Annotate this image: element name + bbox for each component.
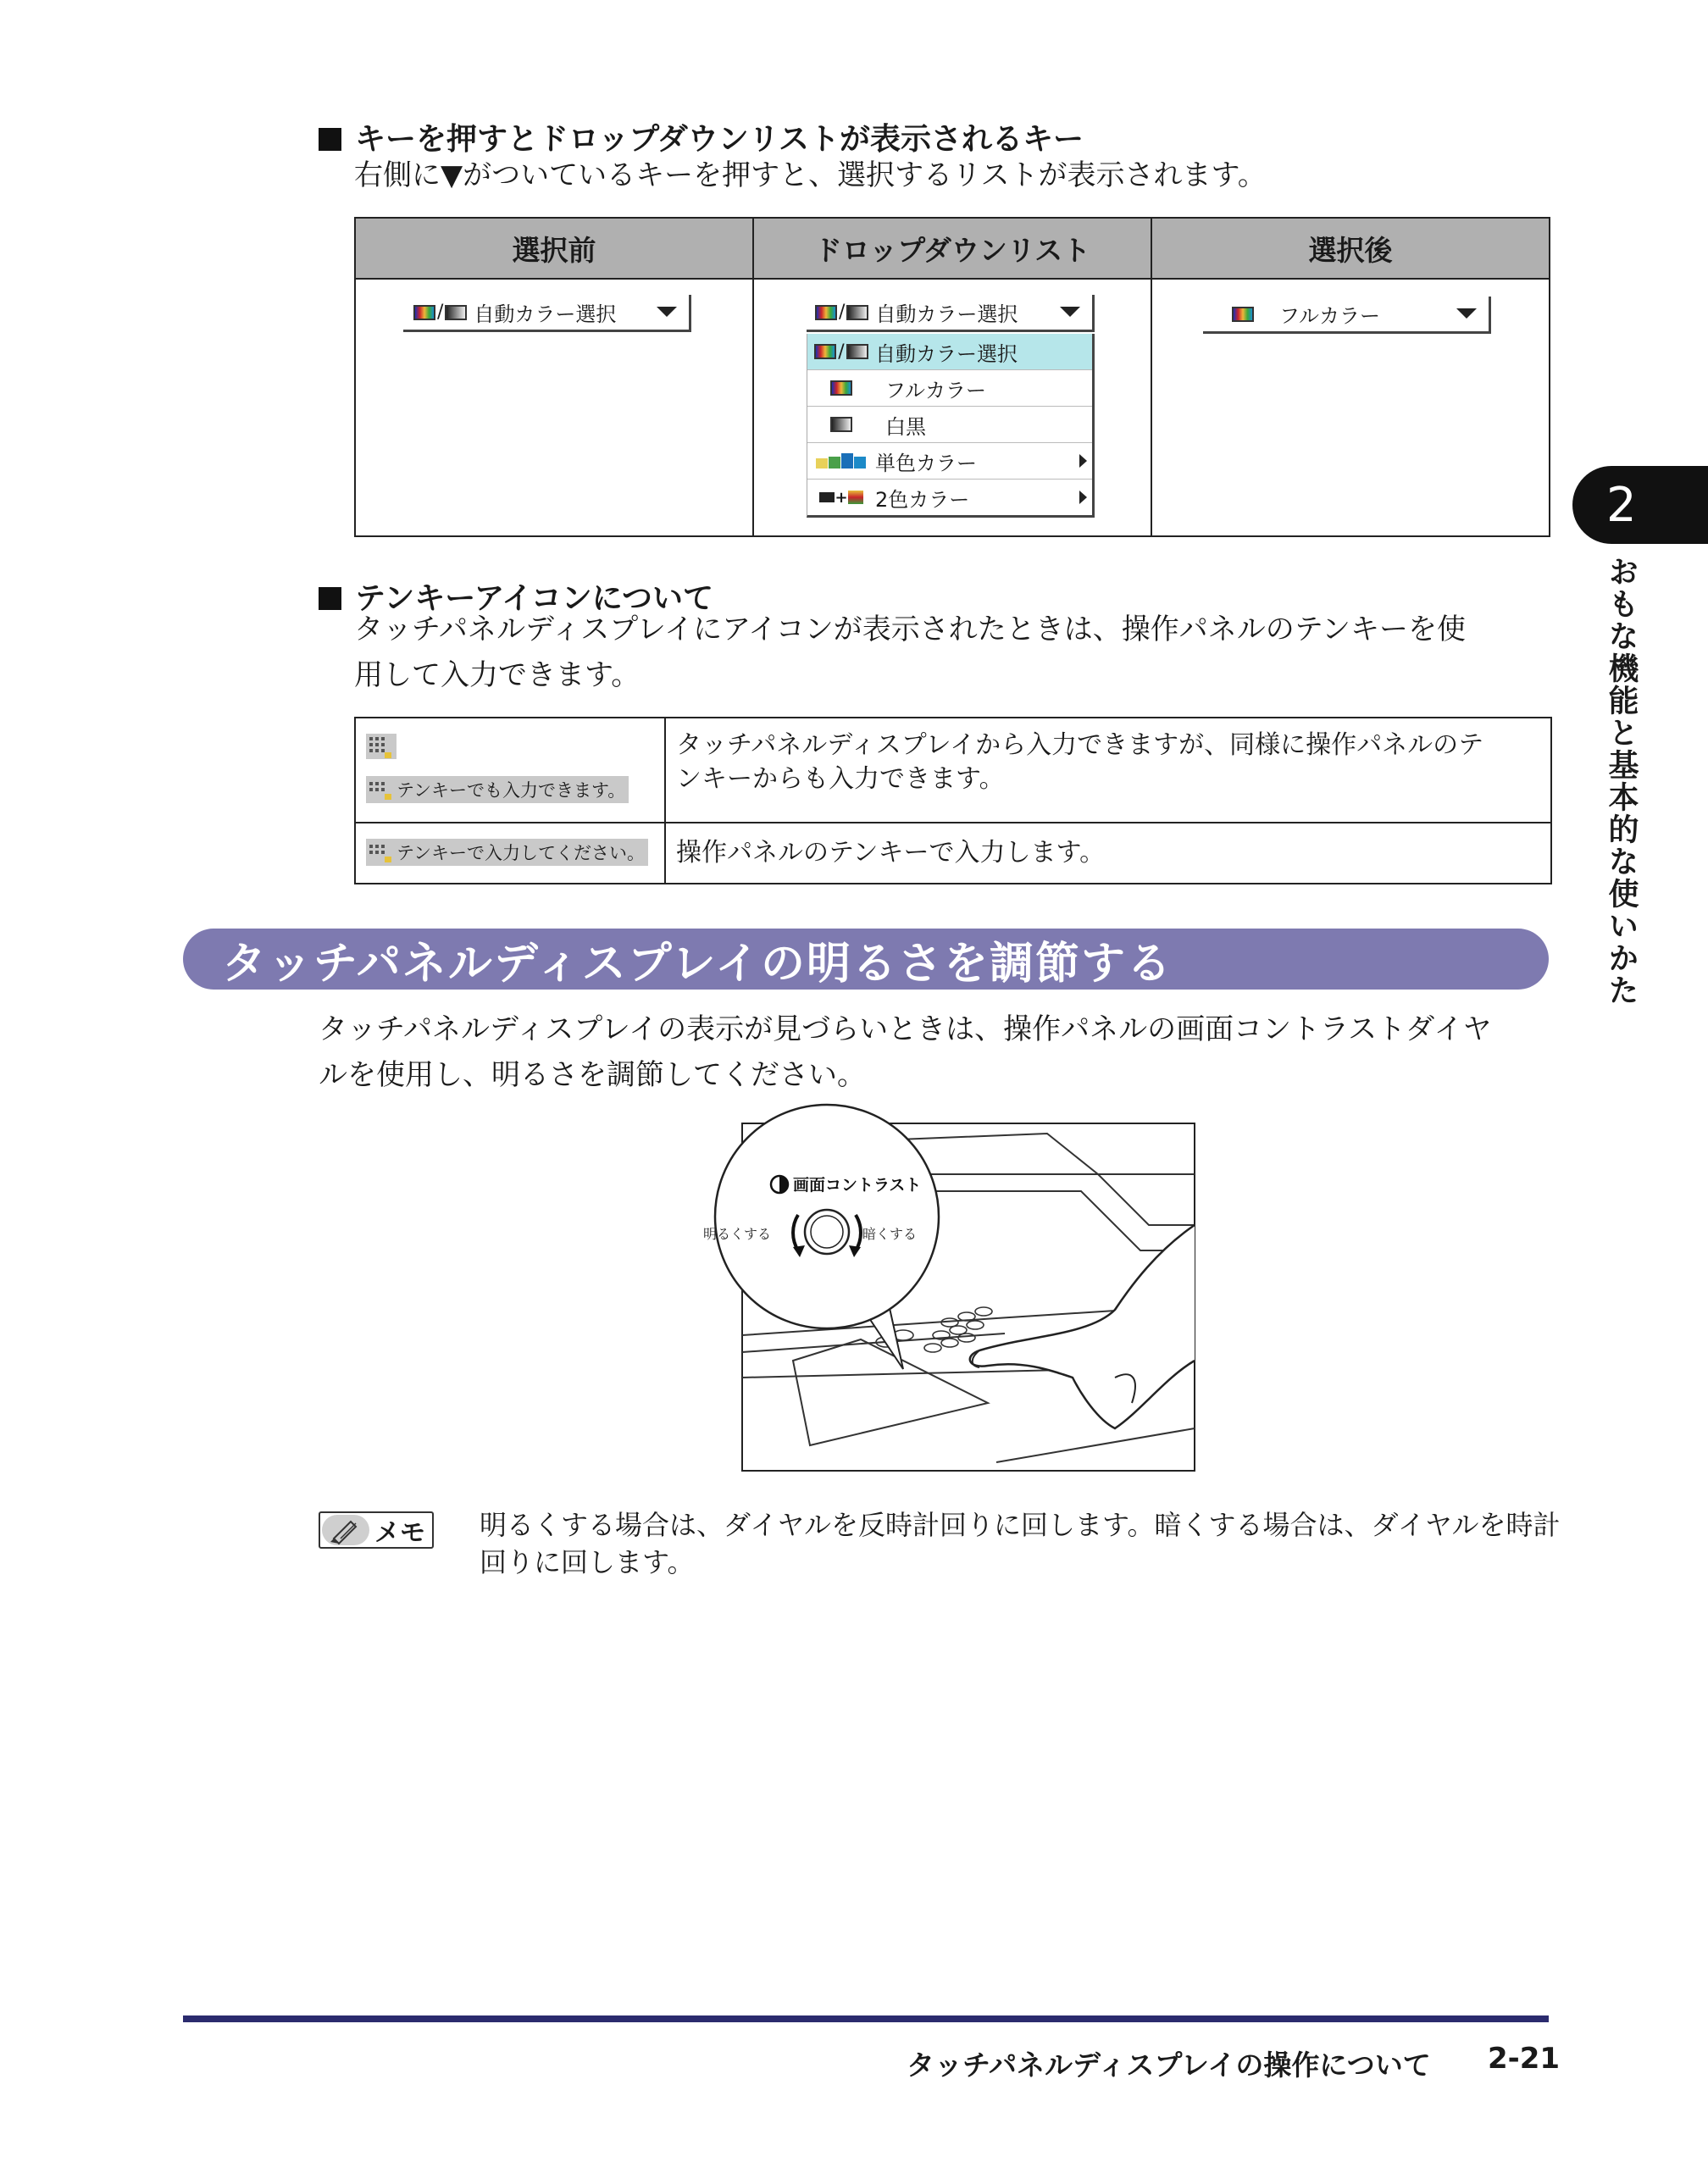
dropdown-arrow-icon xyxy=(657,307,677,317)
dial-left-label: 明るくする xyxy=(703,1226,772,1242)
full-color-icon xyxy=(830,380,852,396)
chapter-vertical-title: おもな機能と基本的な使いかた xyxy=(1604,556,1639,1006)
section-heading-numeric-keypad: テンキーアイコンについて xyxy=(319,574,713,618)
numeric-keypad-icon xyxy=(366,777,396,802)
full-color-icon xyxy=(814,344,836,359)
memo-badge: メモ xyxy=(319,1511,434,1549)
auto-color-select-dropdown[interactable]: / 自動カラー選択 xyxy=(403,295,691,332)
cell-keypad-icon-optional xyxy=(355,718,665,823)
list-item-single-color[interactable]: 単色カラー xyxy=(807,443,1092,480)
full-color-icon xyxy=(413,305,435,320)
cell-dropdown xyxy=(753,279,1151,536)
cell-keypad-icon-required xyxy=(355,823,665,884)
dropdown-arrow-icon xyxy=(1456,308,1477,319)
memo-text: 明るくする場合は、ダイヤルを反時計回りに回します。暗くする場合は、ダイヤルを時計 回りに回します。 xyxy=(480,1509,1561,1578)
numeric-keypad-icon xyxy=(366,734,396,759)
dial-right-label: 暗くする xyxy=(862,1226,918,1242)
keypad-required-chip: テンキーで入力してください。 xyxy=(366,839,648,866)
section-heading-dropdown-keys: キーを押すとドロップダウンリストが表示されるキー xyxy=(319,115,1084,158)
table-header-after: 選択後 xyxy=(1151,218,1550,279)
full-color-icon xyxy=(815,305,837,320)
page-number: 2-21 xyxy=(1488,2042,1561,2076)
pencil-icon xyxy=(322,1515,369,1545)
chapter-tab: 2 xyxy=(1572,466,1708,544)
contrast-dial-knob xyxy=(805,1210,849,1254)
contrast-dial-illustration xyxy=(703,1123,1195,1471)
numeric-keypad-icon-table xyxy=(354,717,1552,884)
section-banner-brightness: タッチパネルディスプレイの明るさを調節する xyxy=(183,929,1549,990)
black-white-icon xyxy=(846,305,868,320)
cell-after xyxy=(1151,279,1550,536)
submenu-arrow-icon xyxy=(1079,454,1087,468)
table-header-dropdown: ドロップダウンリスト xyxy=(753,218,1151,279)
footer-rule xyxy=(183,2015,1549,2022)
dropdown-example-table xyxy=(354,217,1550,537)
brightness-instructions: タッチパネルディスプレイの表示が見づらいときは、操作パネルの画面コントラストダイヤ ルを使用し、明るさを調節してください。 xyxy=(319,1012,1492,1092)
dropdown-arrow-icon xyxy=(1060,307,1080,317)
list-item-full-color[interactable]: フルカラー xyxy=(807,370,1092,407)
cell-keypad-required-desc: 操作パネルのテンキーで入力します。 xyxy=(665,823,1551,884)
square-bullet-icon xyxy=(319,128,341,151)
section-desc-dropdown-keys: 右側に▼がついているキーを押すと、選択するリストが表示されます。 xyxy=(354,158,1267,192)
black-white-icon xyxy=(846,344,868,359)
full-color-selected-dropdown[interactable]: フルカラー xyxy=(1203,297,1491,334)
cell-before xyxy=(355,279,753,536)
full-color-icon xyxy=(1232,307,1254,322)
two-color-icon: + xyxy=(819,489,862,507)
numeric-keypad-icon xyxy=(366,840,396,865)
color-mode-dropdown-list xyxy=(807,334,1095,518)
keypad-optional-chip: テンキーでも入力できます。 xyxy=(366,776,629,803)
submenu-arrow-icon xyxy=(1079,491,1087,504)
footer-title: タッチパネルディスプレイの操作について xyxy=(907,2049,1431,2082)
table-header-before: 選択前 xyxy=(355,218,753,279)
cell-keypad-optional-desc: タッチパネルディスプレイから入力できますが、同様に操作パネルのテ ンキーからも入力できます。 xyxy=(665,718,1551,823)
black-white-icon xyxy=(830,417,852,432)
list-item-auto-color[interactable]: / 自動カラー選択 xyxy=(807,334,1092,370)
list-item-two-color[interactable]: + 2色カラー xyxy=(807,480,1092,515)
single-color-icon xyxy=(816,453,867,469)
square-bullet-icon xyxy=(319,587,341,610)
section-desc-numeric-keypad: タッチパネルディスプレイにアイコンが表示されたときは、操作パネルのテンキーを使 用して入力できます。 xyxy=(354,613,1467,692)
list-item-black-white[interactable]: 白黒 xyxy=(807,407,1092,443)
auto-color-select-dropdown-open[interactable]: / 自動カラー選択 xyxy=(807,295,1095,332)
dial-title: 画面コントラスト xyxy=(793,1176,922,1195)
black-white-icon xyxy=(445,305,467,320)
